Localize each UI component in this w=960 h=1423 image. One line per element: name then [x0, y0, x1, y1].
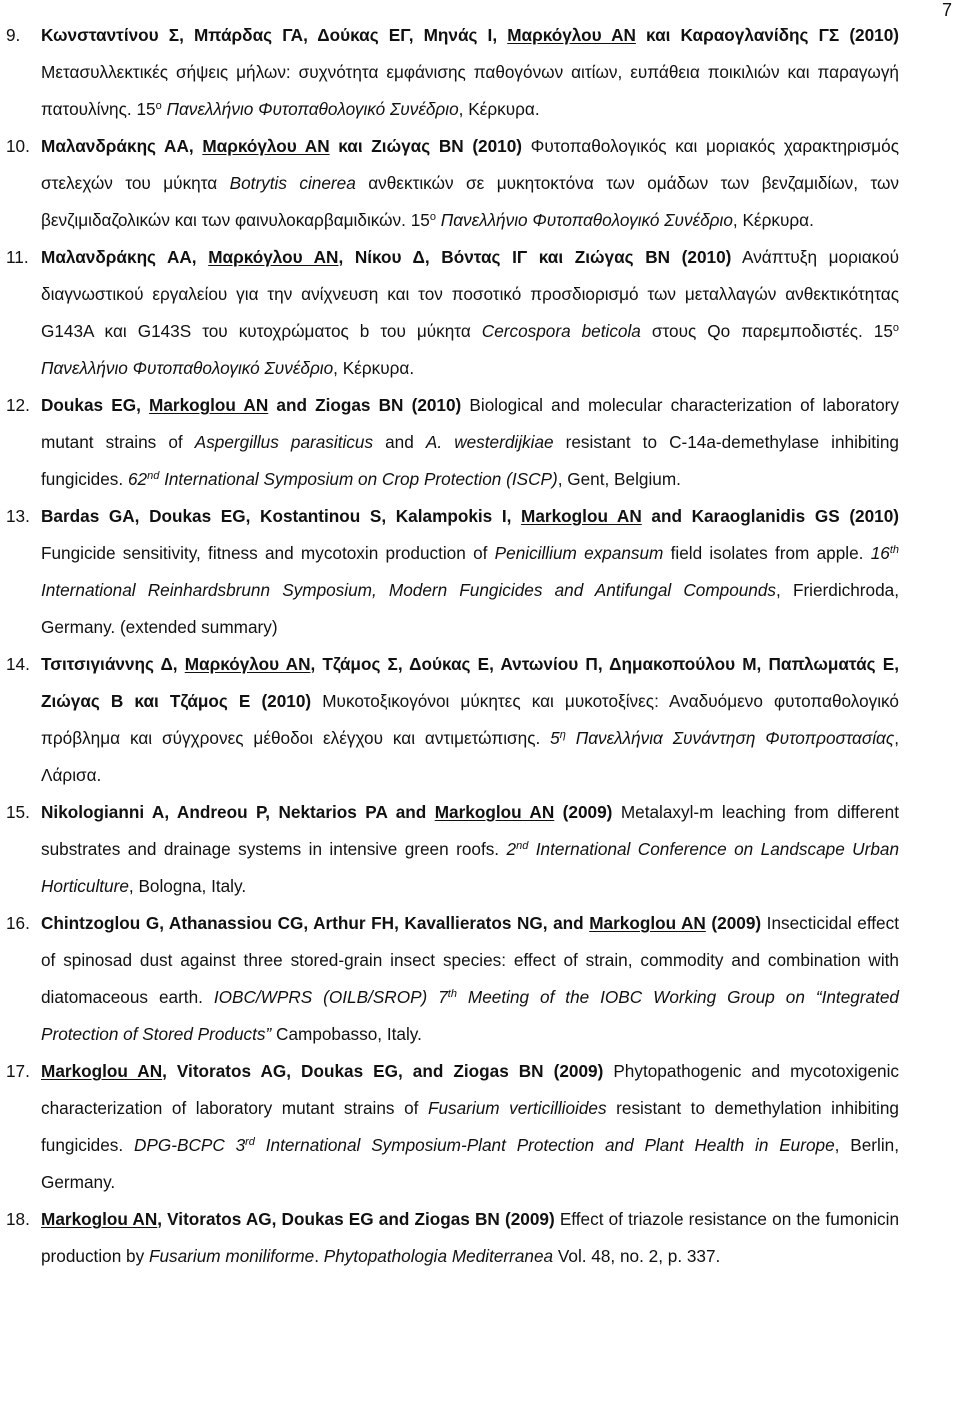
- reference-text: Τσιτσιγιάννης Δ, Μαρκόγλου ΑΝ, Τζάμος Σ, Δούκας Ε, Αντωνίου Π, Δημακοπούλου Μ, Παπλωματάς Ε, Ζιώγας Β και Τζάμος Ε (2010) Μυκοτοξικογόνοι μύκητες και μυκοτοξίνες: Αναδυόμενο φυτοπαθολογικό πρόβλημα και σύγχρονες μέθοδοι ελέγχου και αντιμετώπισης. $5^\eta$ Πανελλήνια Συνάντηση Φυτοπροστασίας, Λάρισα.: [41, 654, 900, 785]
- reference-number: 16.: [6, 913, 30, 933]
- reference-item: [6, 239, 899, 387]
- reference-text: Μαλανδράκης ΑΑ, Μαρκόγλου ΑΝ και Ζιώγας ΒΝ (2010) Φυτοπαθολογικός και μοριακός χαρακτηρισμός στελεχών του μύκητα Botrytis cinerea ανθεκτικών σε μυκητοκτόνα των ομάδων των βενζαμιδίων, των βενζιμιδαζολικών και των φαινυλοκαρβαμιδικών. $15^o$ Πανελλήνιο Φυτοπαθολογικό Συνέδριο, Κέρκυρα.: [41, 136, 900, 230]
- reference-text: Μαλανδράκης ΑΑ, Μαρκόγλου ΑΝ, Νίκου Δ, Βόντας ΙΓ και Ζιώγας ΒΝ (2010) Ανάπτυξη μοριακού διαγνωστικού εργαλείου για την ανίχνευση και τον ποσοτικό προσδιορισμό των μεταλλαγών ανθεκτικότητας G143A και G143S του κυτοχρώματος b του μύκητα Cercospora beticola στους Qo παρεμποδιστές. $15^o$ Πανελλήνιο Φυτοπαθολογικό Συνέδριο, Κέρκυρα.: [41, 247, 900, 378]
- reference-number: 11.: [6, 247, 29, 267]
- reference-item: [6, 905, 899, 1053]
- reference-list: [6, 17, 899, 1275]
- reference-text: Markoglou AN, Vitoratos AG, Doukas EG, and Ziogas BN (2009) Phytopathogenic and mycotoxigenic characterization of laboratory mutant strains of Fusarium verticillioides resistant to demethylation inhibiting fungicides. DPG-BCPC 3rd International Symposium-Plant Protection and Plant Health in Europe, Berlin, Germany.: [41, 1061, 900, 1192]
- reference-item: [6, 387, 899, 498]
- reference-item: [6, 646, 899, 794]
- reference-number: 15.: [6, 802, 30, 822]
- reference-text: Doukas EG, Markoglou AN and Ziogas BN (2010) Biological and molecular characterization of laboratory mutant strains of Aspergillus parasiticus and A. westerdijkiae resistant to C-14a-demethylase inhibiting fungicides. 62nd International Symposium on Crop Protection (ISCP), Gent, Belgium.: [41, 395, 900, 489]
- reference-number: 13.: [6, 506, 30, 526]
- reference-item: [6, 17, 899, 128]
- reference-text: Κωνσταντίνου Σ, Μπάρδας ΓΑ, Δούκας ΕΓ, Μηνάς Ι, Μαρκόγλου ΑΝ και Καραογλανίδης ΓΣ (2010) Μετασυλλεκτικές σήψεις μήλων: συχνότητα εμφάνισης παθογόνων αιτίων, ευπάθεια ποικιλιών και παραγωγή πατουλίνης. $15^o$ Πανελλήνιο Φυτοπαθολογικό Συνέδριο, Κέρκυρα.: [41, 25, 899, 119]
- reference-number: 10.: [6, 136, 30, 156]
- reference-number: 12.: [6, 395, 30, 415]
- reference-text: Bardas GA, Doukas EG, Kostantinou S, Kalampokis I, Markoglou AN and Karaoglanidis GS (2010) Fungicide sensitivity, fitness and mycotoxin production of Penicillium expansum field isolates from apple. 16th International Reinhardsbrunn Symposium, Modern Fungicides and Antifungal Compounds, Frierdichroda, Germany. (extended summary): [41, 506, 899, 637]
- reference-item: [6, 1053, 899, 1201]
- page-number: 7: [941, 0, 952, 20]
- reference-item: [6, 128, 899, 239]
- reference-text: Nikologianni A, Andreou P, Nektarios PA and Markoglou AN (2009) Metalaxyl-m leaching from different substrates and drainage systems in intensive green roofs. 2nd International Conference on Landscape Urban Horticulture, Bologna, Italy.: [41, 802, 899, 896]
- reference-number: 17.: [6, 1061, 30, 1081]
- reference-text: Chintzoglou G, Athanassiou CG, Arthur FH, Kavallieratos NG, and Markoglou AN (2009) Insecticidal effect of spinosad dust against three stored-grain insect species: effect of strain, commodity and combination with diatomaceous earth. IOBC/WPRS (OILB/SROP) 7th Meeting of the IOBC Working Group on “Integrated Protection of Stored Products” Campobasso, Italy.: [41, 913, 899, 1044]
- reference-item: [6, 1201, 899, 1275]
- reference-number: 14.: [6, 654, 30, 674]
- reference-number: 18.: [6, 1209, 30, 1229]
- reference-number: 9.: [6, 25, 21, 45]
- reference-text: Markoglou AN, Vitoratos AG, Doukas EG and Ziogas BN (2009) Effect of triazole resistance on the fumonicin production by Fusarium moniliforme. Phytopathologia Mediterranea Vol. 48, no. 2, p. 337.: [41, 1209, 900, 1266]
- reference-item: [6, 498, 899, 646]
- reference-item: [6, 794, 899, 905]
